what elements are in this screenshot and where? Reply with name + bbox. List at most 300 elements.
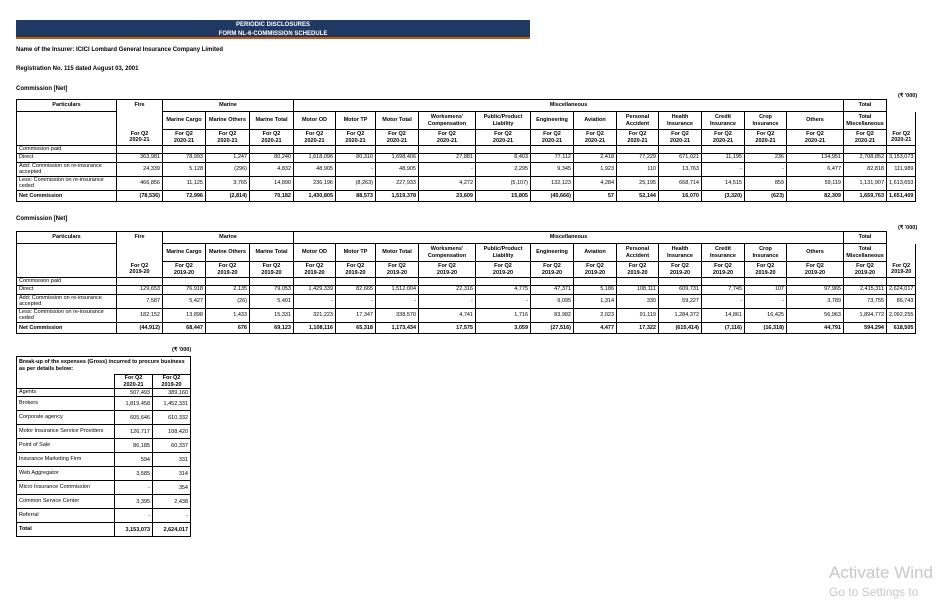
period-year: 2020-21 <box>436 137 458 144</box>
period-label: For Q2 <box>628 262 647 269</box>
cell-value: 134,951 <box>787 153 844 162</box>
period-label: For Q2 <box>543 130 561 137</box>
breakup-value-2020-21: 86,185 <box>115 439 153 453</box>
cell-value: 1,613,653 <box>887 176 916 190</box>
col-header-3: Motor OD <box>294 244 336 262</box>
period-header <box>376 130 419 146</box>
period-header <box>745 262 787 278</box>
registration-number: Registration No. 115 dated August 03, 2001 <box>16 66 139 72</box>
cell-value: 4,832 <box>250 162 294 176</box>
col-header-10: Personal Accident <box>617 244 659 262</box>
period-label: For Q2 <box>175 262 193 269</box>
cell-value: 57 <box>574 190 617 201</box>
row-label: Net Commission <box>17 322 117 333</box>
cell-value: (44,912) <box>117 322 163 333</box>
col-fire-header: Fire <box>117 232 163 244</box>
period-header <box>294 130 336 146</box>
cell-value: 227,933 <box>376 176 419 190</box>
cell-value: 8,403 <box>476 153 531 162</box>
period-label: For Q2 <box>262 262 281 269</box>
cell-value: 3,789 <box>787 294 844 308</box>
period-year: 2020-21 <box>541 137 563 144</box>
cell-value: 4,775 <box>476 285 531 294</box>
period-label: For Q2 <box>586 130 604 137</box>
cell-value: 82,818 <box>844 162 887 176</box>
cell-value: 59,227 <box>659 294 702 308</box>
period-header <box>376 262 419 278</box>
cell-value: 111,989 <box>887 162 916 176</box>
period-year: 2019-20 <box>436 269 458 276</box>
cell-value: (27,516) <box>531 322 574 333</box>
period-year: 2019-20 <box>755 269 776 276</box>
cell-value: 321,223 <box>294 308 336 322</box>
cell-value: 2,092,255 <box>887 308 916 322</box>
col-header-7: Public/Product Liability <box>476 112 531 130</box>
cell-value: 86,743 <box>887 294 916 308</box>
cell-value: 609,731 <box>659 285 702 294</box>
cell-value: 44,791 <box>787 322 844 333</box>
col-total-header: Total <box>844 100 887 112</box>
cell-value: 110 <box>617 162 659 176</box>
cell-value: 5,401 <box>250 294 294 308</box>
table-1-title: Commission [Net] <box>16 86 68 92</box>
cell-value: 3,765 <box>206 176 250 190</box>
col-header-1: Marine Others <box>206 244 250 262</box>
breakup-value-2019-20: 60,337 <box>153 439 191 453</box>
cell-value: 129,653 <box>117 285 163 294</box>
period-year: 2019-20 <box>492 269 514 276</box>
cell-value: 77,112 <box>531 153 574 162</box>
breakup-row <box>17 453 191 467</box>
breakup-label: Total <box>17 523 115 537</box>
col-header-0: Marine Cargo <box>163 112 206 130</box>
cell-value: 88,573 <box>336 190 376 201</box>
cell-value: (296) <box>206 162 250 176</box>
row-label: Direct <box>17 153 117 162</box>
table-row <box>17 294 916 308</box>
cell-value: (78,536) <box>117 190 163 201</box>
period-label: For Q2 <box>175 130 193 137</box>
period-header <box>250 130 294 146</box>
cell-value: 17,322 <box>617 322 659 333</box>
period-year: 2019-20 <box>804 269 826 276</box>
cell-value: 671,021 <box>659 153 702 162</box>
table-row <box>17 176 916 190</box>
cell-value: (45,666) <box>531 190 574 201</box>
period-header <box>476 130 531 146</box>
period-label: For Q2 <box>494 130 512 137</box>
cell-value: 78,993 <box>163 153 206 162</box>
col-header-8: Engineering <box>531 244 574 262</box>
period-year: 2019-20 <box>345 269 366 276</box>
cell-value: (26) <box>206 294 250 308</box>
col-header-1: Marine Others <box>206 112 250 130</box>
cell-value: 47,371 <box>531 285 574 294</box>
period-label: For Q2 <box>438 262 456 269</box>
period-label: For Q2 <box>756 262 775 269</box>
period-label: For Q2 <box>438 130 456 137</box>
period-year: 2020-21 <box>492 137 514 144</box>
col-header-14: Others <box>787 244 844 262</box>
cell-value: 15,331 <box>250 308 294 322</box>
cell-value: 4,272 <box>419 176 476 190</box>
col-header-15: Total Miscellaneous <box>844 244 887 262</box>
table-row <box>17 162 916 176</box>
period-header <box>117 130 163 146</box>
cell-value: 338,570 <box>376 308 419 322</box>
col-particulars-header: Particulars <box>17 100 117 112</box>
period-header <box>887 130 916 146</box>
banner-line-1: PERIODIC DISCLOSURES <box>235 22 310 28</box>
period-header <box>787 262 844 278</box>
cell-value: 65,318 <box>336 322 376 333</box>
row-label: Less: Commission on re-insurance ceded <box>17 308 117 322</box>
period-year: 2020-21 <box>173 137 195 144</box>
breakup-row <box>17 425 191 439</box>
group-misc-header: Miscellaneous <box>294 232 844 244</box>
period-year: 2020-21 <box>669 137 691 144</box>
period-label: For Q2 <box>305 262 324 269</box>
cell-value: 13,898 <box>163 308 206 322</box>
cell-value: (3,320) <box>702 190 745 201</box>
cell-value: - <box>702 162 745 176</box>
breakup-label: Common Service Center <box>17 495 115 509</box>
period-year: 2020-21 <box>891 137 912 144</box>
cell-value: - <box>294 294 336 308</box>
col-header-0: Marine Cargo <box>163 244 206 262</box>
breakup-value-2020-21: 3,153,073 <box>115 523 153 537</box>
cell-value: 91,119 <box>617 308 659 322</box>
period-label: For Q2 <box>346 262 365 269</box>
cell-value: 2,415,311 <box>844 285 887 294</box>
row-label: Direct <box>17 285 117 294</box>
period-label: For Q2 <box>892 130 911 137</box>
cell-value: 82,309 <box>787 190 844 201</box>
cell-value: 17,347 <box>336 308 376 322</box>
period-year: 2019-20 <box>217 269 238 276</box>
cell-value: 676 <box>206 322 250 333</box>
cell-value: 59,119 <box>787 176 844 190</box>
cell-value: 1,314 <box>574 294 617 308</box>
breakup-value-2019-20: 331 <box>153 453 191 467</box>
period-year: 2020-21 <box>804 137 826 144</box>
cell-value: 77,229 <box>617 153 659 162</box>
period-year: 2020-21 <box>627 137 648 144</box>
period-year: 2020-21 <box>345 137 366 144</box>
period-label: For Q2 <box>892 262 911 269</box>
cell-value: 330 <box>617 294 659 308</box>
cell-value: 73,755 <box>844 294 887 308</box>
cell-value: - <box>702 294 745 308</box>
row-label: Net Commission <box>17 190 117 201</box>
period-header <box>617 130 659 146</box>
table-row <box>17 153 916 162</box>
cell-value: 7,745 <box>702 285 745 294</box>
breakup-value-2020-21: 3,395 <box>115 495 153 509</box>
period-header <box>844 262 887 278</box>
cell-value: 23,609 <box>419 190 476 201</box>
breakup-row <box>17 389 191 397</box>
period-year: 2020-21 <box>304 137 325 144</box>
cell-value: 1,894,772 <box>844 308 887 322</box>
col-header-12: Credit Insurance <box>702 244 745 262</box>
period-year: 2020-21 <box>854 137 876 144</box>
cell-value: 594,294 <box>844 322 887 333</box>
cell-value: 9,095 <box>531 294 574 308</box>
period-year: 2019-20 <box>891 269 912 276</box>
cell-value: 1,512,004 <box>376 285 419 294</box>
period-year: 2020-21 <box>712 137 734 144</box>
breakup-value-2020-21: 126,717 <box>115 425 153 439</box>
cell-value: 466,856 <box>117 176 163 190</box>
period-year: 2019-20 <box>627 269 648 276</box>
period-label: For Q2 <box>388 130 406 137</box>
cell-value: 4,741 <box>419 308 476 322</box>
period-label: For Q2 <box>305 130 324 137</box>
table-row <box>17 190 916 201</box>
cell-value: 1,247 <box>206 153 250 162</box>
cell-value: 5,186 <box>574 285 617 294</box>
cell-value: 48,905 <box>294 162 336 176</box>
cell-value: 1,651,409 <box>887 190 916 201</box>
period-label: For Q2 <box>671 130 689 137</box>
breakup-row <box>17 411 191 425</box>
cell-value: 2,624,017 <box>887 285 916 294</box>
col-particulars-header: Particulars <box>17 232 117 244</box>
period-header <box>702 130 745 146</box>
cell-value: 3,059 <box>476 322 531 333</box>
breakup-value-2020-21: 507,493 <box>115 389 153 397</box>
cell-value: 2,135 <box>206 285 250 294</box>
breakup-label: Brokers <box>17 397 115 411</box>
group-marine-header: Marine <box>163 100 294 112</box>
period-year: 2019-20 <box>854 269 876 276</box>
col-header-15: Total Miscellaneous <box>844 112 887 130</box>
cell-value: 363,981 <box>117 153 163 162</box>
col-header-5: Motor Total <box>376 244 419 262</box>
cell-value: - <box>745 162 787 176</box>
period-year: 2020-21 <box>584 137 606 144</box>
cell-value: (8,263) <box>336 176 376 190</box>
cell-value: 4,284 <box>574 176 617 190</box>
period-label: For Q2 <box>130 130 149 137</box>
period-header <box>787 130 844 146</box>
period-year: 2019-20 <box>129 269 150 276</box>
cell-value: 7,587 <box>117 294 163 308</box>
period-label: For Q2 <box>543 262 561 269</box>
cell-value: 4,477 <box>574 322 617 333</box>
period-header <box>250 262 294 278</box>
breakup-label: Point of Sale <box>17 439 115 453</box>
period-label: For Q2 <box>806 262 824 269</box>
period-header <box>574 262 617 278</box>
period-header <box>419 262 476 278</box>
breakup-value-2020-21: 605,646 <box>115 411 153 425</box>
cell-value: 5,427 <box>163 294 206 308</box>
period-label: For Q2 <box>130 262 149 269</box>
period-label: For Q2 <box>262 130 281 137</box>
col-header-13: Crop Insurance <box>745 112 787 130</box>
breakup-value-2019-20: 314 <box>153 467 191 481</box>
period-year: 2019-20 <box>669 269 691 276</box>
breakup-row <box>17 523 191 537</box>
period-header <box>574 130 617 146</box>
period-year: 2019-20 <box>304 269 325 276</box>
period-label: For Q2 <box>671 262 689 269</box>
cell-value: 859 <box>745 176 787 190</box>
col-total-header: Total <box>844 232 887 244</box>
period-year: 2019-20 <box>386 269 408 276</box>
breakup-label: Micro Insurance Commission <box>17 481 115 495</box>
col-header-4: Motor TP <box>336 244 376 262</box>
col-header-14: Others <box>787 112 844 130</box>
cell-value: 82,665 <box>336 285 376 294</box>
period-label: For Q2 <box>806 130 824 137</box>
cell-value: 11,195 <box>702 153 745 162</box>
cell-value: 107 <box>745 285 787 294</box>
period-year: 2019-20 <box>261 269 282 276</box>
cell-value: 1,430,805 <box>294 190 336 201</box>
period-year: 2019-20 <box>541 269 563 276</box>
period-header <box>419 130 476 146</box>
table-row <box>17 285 916 294</box>
period-year: 2020-21 <box>755 137 776 144</box>
breakup-title: Break-up of the expenses (Gross) incurred to procure business as per details below: <box>17 357 191 375</box>
cell-value: 3,153,073 <box>887 153 916 162</box>
cell-value: - <box>336 294 376 308</box>
period-header <box>702 262 745 278</box>
period-header <box>336 262 376 278</box>
cell-value: 1,716 <box>476 308 531 322</box>
cell-value: 14,890 <box>250 176 294 190</box>
breakup-row <box>17 397 191 411</box>
form-banner <box>16 20 530 39</box>
breakup-value-2020-21: 3,585 <box>115 467 153 481</box>
breakup-value-2019-20: 1,452,331 <box>153 397 191 411</box>
cell-value: 16,070 <box>659 190 702 201</box>
period-year: 2020-21 <box>386 137 408 144</box>
cell-value: (7,116) <box>702 322 745 333</box>
period-label: For Q2 <box>628 130 647 137</box>
cell-value: 132,123 <box>531 176 574 190</box>
cell-value: 24,339 <box>117 162 163 176</box>
breakup-value-2019-20: - <box>153 509 191 523</box>
cell-value: 79,053 <box>250 285 294 294</box>
cell-value: 13,763 <box>659 162 702 176</box>
cell-value: - <box>336 162 376 176</box>
cell-value: 2,023 <box>574 308 617 322</box>
breakup-value-2019-20: 389,160 <box>153 389 191 397</box>
cell-value: 1,659,763 <box>844 190 887 201</box>
cell-value: 1,108,116 <box>294 322 336 333</box>
breakup-value-2020-21: 594 <box>115 453 153 467</box>
cell-value: - <box>419 162 476 176</box>
period-label: For Q2 <box>856 130 874 137</box>
period-year: 2019-20 <box>712 269 734 276</box>
cell-value: 1,433 <box>206 308 250 322</box>
cell-value: 14,515 <box>702 176 745 190</box>
cell-value: (5,107) <box>476 176 531 190</box>
col-header-6: Worksmens' Compensation <box>419 244 476 262</box>
breakup-label: Motor Insurance Service Providers <box>17 425 115 439</box>
cell-value: (2,814) <box>206 190 250 201</box>
cell-value: 182,152 <box>117 308 163 322</box>
cell-value: 22,316 <box>419 285 476 294</box>
cell-value: 76,918 <box>163 285 206 294</box>
cell-value: 27,881 <box>419 153 476 162</box>
period-label: For Q2 <box>218 130 237 137</box>
cell-value: 6,477 <box>787 162 844 176</box>
col-fire-header: Fire <box>117 100 163 112</box>
period-year: 2019-20 <box>584 269 606 276</box>
cell-value: 48,905 <box>376 162 419 176</box>
period-header <box>117 262 163 278</box>
cell-value: 236,196 <box>294 176 336 190</box>
period-header <box>659 262 702 278</box>
period-label: For Q2 <box>856 262 874 269</box>
col-header-11: Health Insurance <box>659 112 702 130</box>
row-label: Less: Commission on re-insurance ceded <box>17 176 117 190</box>
cell-value: 1,173,434 <box>376 322 419 333</box>
cell-value: 1,698,406 <box>376 153 419 162</box>
cell-value: 25,195 <box>617 176 659 190</box>
col-header-9: Aviation <box>574 244 617 262</box>
cell-value: 83,982 <box>531 308 574 322</box>
table-2-title: Commission [Net] <box>16 216 68 222</box>
commission-paid-label: Commission paid <box>17 146 117 154</box>
period-label: For Q2 <box>756 130 775 137</box>
breakup-value-2020-21: 1,819,458 <box>115 397 153 411</box>
group-marine-header: Marine <box>163 232 294 244</box>
col-header-2: Marine Total <box>250 244 294 262</box>
cell-value: - <box>376 294 419 308</box>
period-year: 2020-21 <box>129 137 150 144</box>
breakup-value-2019-20: 2,624,017 <box>153 523 191 537</box>
col-header-3: Motor OD <box>294 112 336 130</box>
period-year: 2020-21 <box>261 137 282 144</box>
cell-value: - <box>745 294 787 308</box>
row-label: Add: Commission on re-insurance accepted <box>17 294 117 308</box>
col-header-13: Crop Insurance <box>745 244 787 262</box>
breakup-row <box>17 467 191 481</box>
cell-value: 2,295 <box>476 162 531 176</box>
period-header <box>206 130 250 146</box>
cell-value: 9,345 <box>531 162 574 176</box>
cell-value: 97,965 <box>787 285 844 294</box>
period-label: For Q2 <box>586 262 604 269</box>
cell-value: 2,708,852 <box>844 153 887 162</box>
period-header <box>617 262 659 278</box>
breakup-unit: (₹ '000) <box>172 347 192 353</box>
period-header <box>206 262 250 278</box>
breakup-row <box>17 495 191 509</box>
col-header-2: Marine Total <box>250 112 294 130</box>
table-row <box>17 322 916 333</box>
col-header-7: Public/Product Liability <box>476 244 531 262</box>
cell-value: 236 <box>745 153 787 162</box>
period-header <box>294 262 336 278</box>
col-header-4: Motor TP <box>336 112 376 130</box>
breakup-value-2019-20: 2,438 <box>153 495 191 509</box>
cell-value: 108,111 <box>617 285 659 294</box>
breakup-label: Web Aggregator <box>17 467 115 481</box>
cell-value: 68,447 <box>163 322 206 333</box>
breakup-value-2019-20: 610,332 <box>153 411 191 425</box>
period-label: For Q2 <box>218 262 237 269</box>
cell-value: 80,310 <box>336 153 376 162</box>
period-header <box>336 130 376 146</box>
period-label: For Q2 <box>388 262 406 269</box>
